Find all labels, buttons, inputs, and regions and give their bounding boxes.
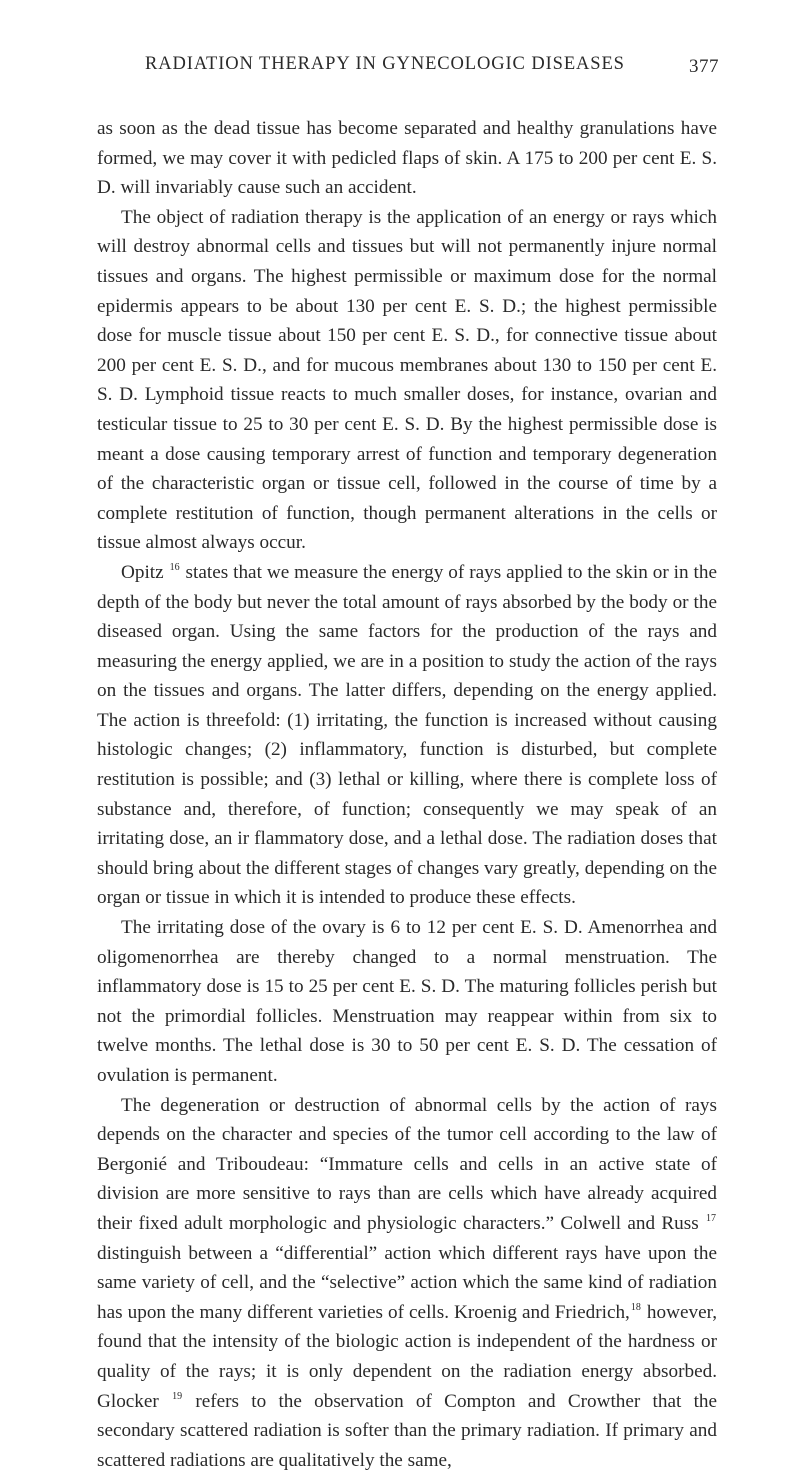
author-opitz: Opitz xyxy=(121,561,164,583)
book-page xyxy=(97,54,717,1475)
footnote-ref-16: 16 xyxy=(169,561,180,573)
page-number: 377 xyxy=(689,56,719,77)
footnote-ref-18: 18 xyxy=(630,1301,641,1313)
running-title: RADIATION THERAPY IN GYNECOLOGIC DISEASES xyxy=(145,54,625,74)
body-text xyxy=(97,114,717,1475)
footnote-ref-17: 17 xyxy=(706,1212,716,1224)
paragraph-part-b: distinguish between a “differential” action which different rays have upon the same variety of cell, and the “selective” action which the same kind of radiation has upon the many different varieties of cells. Kroenig and Friedrich, xyxy=(97,1242,717,1323)
paragraph-part-a: The degeneration or destruction of abnormal cells by the action of rays depends on the character and species of the tumor cell according to the law of Bergonié and Triboudeau: “Immature cells and cells in an active state of division are more sensitive to rays than are cells which have already acquired their fixed adult morphologic and physiologic characters.” Colwell and Russ xyxy=(97,1094,717,1234)
paragraph-radiation-object: The object of radiation therapy is the application of an energy or rays which will destroy abnormal cells and tissues but will not permanently injure normal tissues and organs. The highest permissible or maximum dose for the normal epidermis appears to be about 130 per cent E. S. D.; the highest permissible dose for muscle tissue about 150 per cent E. S. D., for connective tissue about 200 per cent E. S. D., and for mucous membranes about 130 to 150 per cent E. S. D. Lymphoid tissue reacts to much smaller doses, for instance, ovarian and testicular tissue to 25 to 30 per cent E. S. D. By the highest permissible dose is meant a dose causing temporary arrest of function and temporary degeneration of the characteristic organ or tissue cell, followed in the course of time by a complete restitution of function, though permanent alterations in the cells or tissue almost always occur. xyxy=(97,206,717,554)
paragraph-ovary-doses: The irritating dose of the ovary is 6 to 12 per cent E. S. D. Amenorrhea and oligomenorrhea are thereby changed to a normal menstruation. The inflammatory dose is 15 to 25 per cent E. S. D. The maturing follicles perish but not the primordial follicles. Menstruation may reappear within from six to twelve months. The lethal dose is 30 to 50 per cent E. S. D. The cessation of ovulation is permanent. xyxy=(97,917,717,1086)
running-head xyxy=(97,54,717,86)
footnote-ref-19: 19 xyxy=(172,1390,183,1402)
paragraph-continued: as soon as the dead tissue has become separated and healthy granulations have formed, we may cover it with pedicled flaps of skin. A 175 to 200 per cent E. S. D. will invariably cause such an accident. xyxy=(97,118,717,199)
paragraph-opitz-text: states that we measure the energy of rays applied to the skin or in the depth of the body but never the total amount of rays absorbed by the body or the diseased organ. Using the same factors for the production of the rays and measuring the energy applied, we are in a position to study the action of the rays on the tissues and organs. The latter differs, depending on the energy applied. The action is threefold: (1) irritating, the function is increased without causing histologic changes; (2) inflammatory, function is disturbed, but complete restitution is possible; and (3) lethal or killing, where there is complete loss of substance and, therefore, of function; consequently we may speak of an irritating dose, an ir flammatory dose, and a lethal dose. The radiation doses that should bring about the different stages of changes vary greatly, depending on the organ or tissue in which it is intended to produce these effects. xyxy=(97,561,717,909)
paragraph-cell-degeneration xyxy=(97,1091,717,1475)
paragraph-part-c: however, found that the intensity of the biologic action is independent of the hardness or quality of the rays; it is only dependent on the radiation energy absorbed. Glocker xyxy=(97,1301,718,1412)
paragraph-opitz xyxy=(97,558,717,913)
paragraph-part-d: refers to the observation of Compton and Crowther that the secondary scattered radiation is softer than the primary radiation. If primary and scattered radiations are qualitatively the same, xyxy=(97,1390,718,1471)
